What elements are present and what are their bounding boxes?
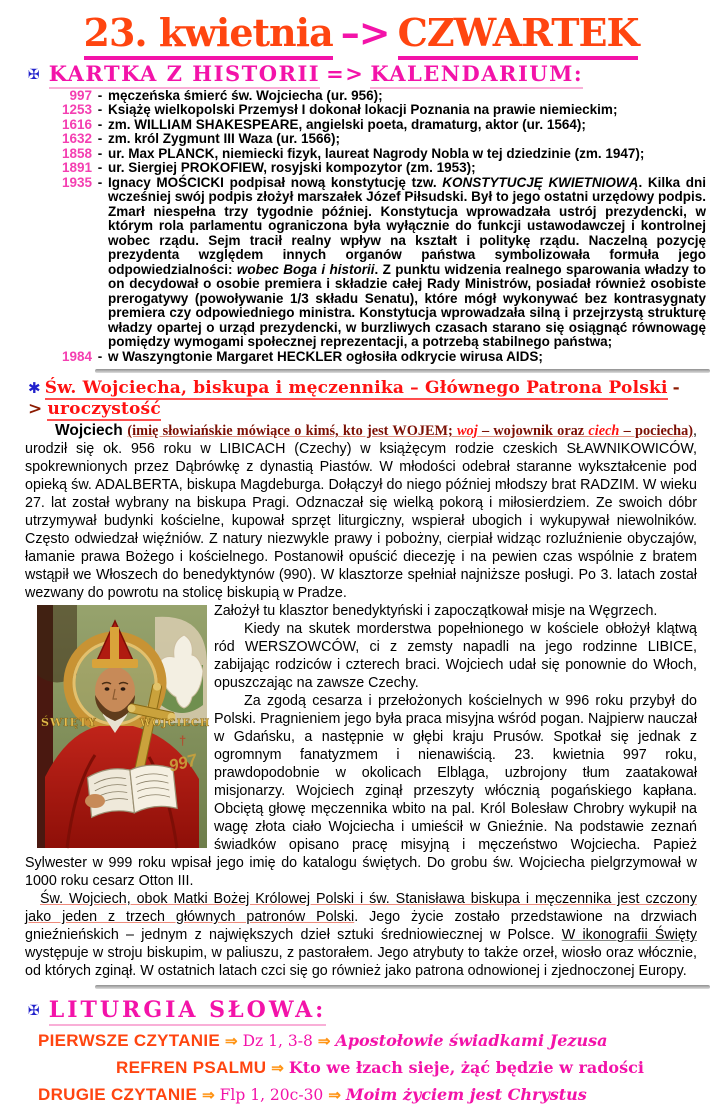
saint-icon-graphic — [37, 605, 211, 848]
text-segment: zm. król Zygmunt III Waza (ur. 1566); — [108, 131, 341, 147]
calendar-entry — [30, 161, 706, 176]
section-divider — [95, 985, 710, 989]
calendar-year: 1632 — [61, 131, 92, 147]
reading-title: Moim życiem jest Chrystus — [345, 1084, 587, 1104]
history-header-part2: KALENDARIUM: — [370, 61, 583, 89]
reading-reference: Flp 1, 20c-30 — [219, 1085, 324, 1104]
text-segment: – pociecha) — [619, 423, 694, 440]
text-segment: . Z punktu widzenia realnego sparowania władzy to on decydował o osobie premiera i składzie całej Rady Ministrów, posiadał również osobiste prerogatywy (powoływanie 1/3 składu Senatu), które mógł wykonywać bez kontrasygnaty premiera czy odpowiedniego ministra. Konstytucja wprowadzała silną i przejrzystą strukturę władzy opartej o urząd prezydencki, w burzliwych czasach starano się osiągnąć równowagę pomiędzy wymogami społecznej reprezentacji, a potrzebą stabilnego państwa; — [108, 261, 706, 350]
calendar-separator: - — [97, 116, 103, 132]
title-arrow-icon: –> — [340, 10, 390, 55]
text-segment: wobec Boga i historii — [236, 261, 375, 277]
mitre-stripe — [110, 627, 119, 661]
history-header-arrow: => — [326, 60, 365, 86]
liturgy-header-text: LITURGIA SŁOWA: — [49, 997, 327, 1026]
text-segment: woj — [457, 423, 478, 440]
calendar-year: 997 — [69, 87, 92, 103]
asterisk-icon: ✱ — [28, 379, 41, 398]
text-segment: Za zgodą cesarza i przełożonych kościelnych w 996 roku przybył do Polski. Pragnieniem jego była praca misyjna wśród pogan. Najpierw nauczał w Gdańsku, a następnie w głębi kraju Prusów. Spotkał się jednak z ogromnym fanatyzmem i nienawiścią. 23. kwietnia 997 roku, prawdopodobnie w okolicach Elbląga, uzbrojony tłum zaatakował misjonarzy. Wojciech zginął przeszyty włócznią pogańskiego kapłana. Obciętą głowę męczennika wbito na pal. Król Bolesław Chrobry wykupił na wagę złota ciało Wojciecha i umieścił w Gnieźnie. Na podstawie zeznań świadków opisano pracę misyjną i męczeństwo Wojciecha. Papież Sylwester w 999 roku wpisał jego imię do katalogu świętych. Do grobu św. Wojciecha pielgrzymował w 1000 roku cesarz Otton III. — [25, 693, 697, 890]
text-segment: ur. Max PLANCK, niemiecki fizyk, laureat Nagrody Nobla w tej dziedzinie (zm. 1947); — [108, 145, 645, 161]
small-cross-mark: † — [179, 733, 187, 749]
calendar-entry — [30, 350, 706, 365]
title-date: 23. kwietnia — [84, 10, 333, 60]
text-segment: Książę wielkopolski Przemysł I dokonał lokacji Poznania na prawie niemieckim; — [108, 102, 618, 118]
calendar-separator: - — [97, 145, 103, 161]
text-segment: W ikonografii Święty — [561, 927, 697, 944]
calendar-separator: - — [97, 102, 103, 118]
calendar-entry — [30, 176, 706, 350]
reading-label: PIERWSZE CZYTANIE — [38, 1030, 221, 1050]
calendar-separator: - — [97, 174, 103, 190]
left-eye — [105, 687, 110, 691]
feast-title: Św. Wojciecha, biskupa i męczennika – Głównego Patrona Polski — [44, 378, 668, 399]
text-segment: Założył tu klasztor benedyktyński i zapoczątkował misje na Węgrzech. — [214, 603, 658, 620]
calendar-entry — [30, 103, 706, 118]
liturgy-section-header — [28, 998, 722, 1023]
saint-label-right: WOJCIECH — [140, 718, 211, 730]
feast-article — [25, 422, 697, 980]
reading-row — [116, 1058, 722, 1078]
text-segment: ciech — [588, 423, 620, 440]
calendar-entry — [30, 89, 706, 104]
text-segment: KONSTYTUCJĘ KWIETNIOWĄ — [442, 174, 639, 190]
arrow-icon: ⇒ — [202, 1086, 215, 1104]
calendar-year: 1935 — [61, 174, 92, 190]
calendar-entry — [30, 147, 706, 162]
hand — [85, 794, 105, 808]
calendar-separator: - — [97, 87, 103, 103]
calendar-entry — [30, 132, 706, 147]
saint-label-left: ŚWIĘTY — [41, 716, 97, 730]
reading-label: DRUGIE CZYTANIE — [38, 1084, 198, 1104]
cross-pattee-icon: ✠ — [28, 66, 40, 83]
article-wrap — [25, 602, 697, 980]
history-section-header — [28, 62, 722, 86]
reading-title: Kto we łzach sieje, żąć będzie w radości — [288, 1057, 644, 1077]
text-segment: Ignacy MOŚCICKI podpisał nową konstytucję tzw. — [108, 174, 443, 190]
feast-rank: uroczystość — [47, 398, 161, 419]
history-header-part1: KARTKA Z HISTORII — [49, 61, 320, 89]
calendar-entry — [30, 118, 706, 133]
text-segment: ur. Siergiej PROKOFIEW, rosyjski kompozytor (zm. 1953); — [108, 160, 476, 176]
calendar-separator: - — [97, 348, 103, 364]
arrow-icon: ⇒ — [225, 1032, 238, 1050]
reading-reference: Dz 1, 3-8 — [242, 1031, 313, 1050]
calendar-list — [30, 89, 706, 365]
feast-header — [28, 378, 722, 419]
text-segment: , urodził się ok. 956 roku w LIBICACH (Czechy) w książęcym rodzie czeskich SŁAWNIKOWICÓW, spokrewnionych przez Dąbrówkę z dynastią Piastów. W młodości odebrał staranne wykształcenie pod opieką św. ADALBERTA, biskupa Magdeburga. Dołączył do niego później młodszy brat RADZIM. W wieku 27. lat został wybrany na biskupa Pragi. Odznaczał się wielką pokorą i miłosierdziem. Ze swoich dóbr utrzymywał budynki kościelne, kupował sprzęt liturgiczny, wspierał ubogich i wykupywał niewolników. Często odwiedzał więźniów. Z natury niezwykle prawy i pobożny, cierpiał widząc rozluźnienie obyczajów, łamanie prawa Bożego i kościelnego. Postanowił opuścić diecezję i na pewien czas wspólnie z bratem wstąpił we Włoszech do benedyktynów (990). W klasztorze spełniał najniższe posługi. Po 3. latach został wezwany do powrotu na stolicę biskupią w Pradze. — [25, 423, 697, 602]
reading-title: Apostołowie świadkami Jezusa — [335, 1030, 608, 1050]
martyrdom-year: 997 — [166, 750, 199, 776]
saint-wojciech-image — [37, 605, 211, 848]
text-segment: zm. WILLIAM SHAKESPEARE, angielski poeta, dramaturg, aktor (ur. 1564); — [108, 116, 586, 132]
mitre-band — [92, 659, 138, 668]
reading-row — [38, 1085, 722, 1105]
text-segment: (imię słowiańskie mówiące o kimś, kto jest WOJEM; — [127, 423, 458, 440]
feast-arrow-icon: -> — [28, 378, 680, 419]
calendar-year: 1891 — [61, 160, 92, 176]
text-segment: w Waszyngtonie Margaret HECKLER ogłosiła odkrycie wirusa AIDS; — [108, 348, 543, 364]
reading-row — [38, 1031, 722, 1051]
article-paragraph — [25, 890, 697, 980]
title-day: CZWARTEK — [398, 10, 639, 60]
section-divider — [95, 369, 710, 373]
text-segment: męczeńska śmierć św. Wojciecha (ur. 956); — [108, 87, 383, 103]
text-segment: występuje w stroju biskupim, w paliuszu, z pastorałem. Jego atrybuty to także orzeł, wiosło oraz włócznie, od których zginął. W ostatnich latach czci się go również jako patrona odnowionej i zjednoczonej Europy. — [25, 945, 697, 980]
text-segment: . Kilka dni wcześniej swój podpis złożył marszałek Józef Piłsudski. Był to jego ostatni urzędowy podpis. Zmarł niespełna trzy tygodnie później. Konstytucja wprowadzała ustrój prezydencki, w którym rola parlamentu ograniczona była wyłącznie do funkcji ustawodawczej i kontrolnej wobec rządu. Sejm tracił realny wpływ na kształt i politykę rządu. Naczelną pozycję prezydenta względem innych organów państwa symbolizowała formuła jego odpowiedzialności: — [108, 174, 707, 277]
right-eye — [121, 687, 126, 691]
text-segment: . Jego życie zostało przedstawione na drzwiach gnieźnieńskich – jednym z największych dzieł sztuki średniowiecznej w Polsce. — [25, 909, 697, 944]
text-segment: Wojciech — [55, 422, 123, 440]
bulletin-page — [0, 10, 722, 1104]
page-title — [0, 12, 722, 54]
calendar-year: 1253 — [61, 102, 92, 118]
calendar-year: 1858 — [61, 145, 92, 161]
article-paragraph — [25, 422, 697, 602]
arrow-icon: ⇒ — [271, 1059, 284, 1077]
cross-pattee-icon: ✠ — [28, 1003, 40, 1020]
text-segment: Św. Wojciech, obok Matki Bożej Królowej Polski i św. Stanisława biskupa i męczennika jest czczony jako jeden z trzech głównych patronów Polski — [25, 891, 697, 926]
readings-list — [38, 1031, 722, 1105]
text-segment: – wojownik oraz — [477, 423, 589, 440]
calendar-year: 1616 — [61, 116, 92, 132]
reading-label: REFREN PSALMU — [116, 1057, 267, 1077]
arrow-icon: ⇒ — [328, 1086, 341, 1104]
calendar-year: 1984 — [61, 348, 92, 364]
arrow-icon: ⇒ — [317, 1032, 331, 1050]
text-segment: Kiedy na skutek morderstwa popełnionego w kościele obłożył klątwą ród WERSZOWCÓW, ci z zemsty napadli na jego rodzinne LIBICE, zabijając rodziców i czterech braci. Wojciech udał się ponownie do Włoch, opuszczając na zawsze Czechy. — [214, 621, 697, 692]
calendar-separator: - — [97, 160, 103, 176]
calendar-separator: - — [97, 131, 103, 147]
